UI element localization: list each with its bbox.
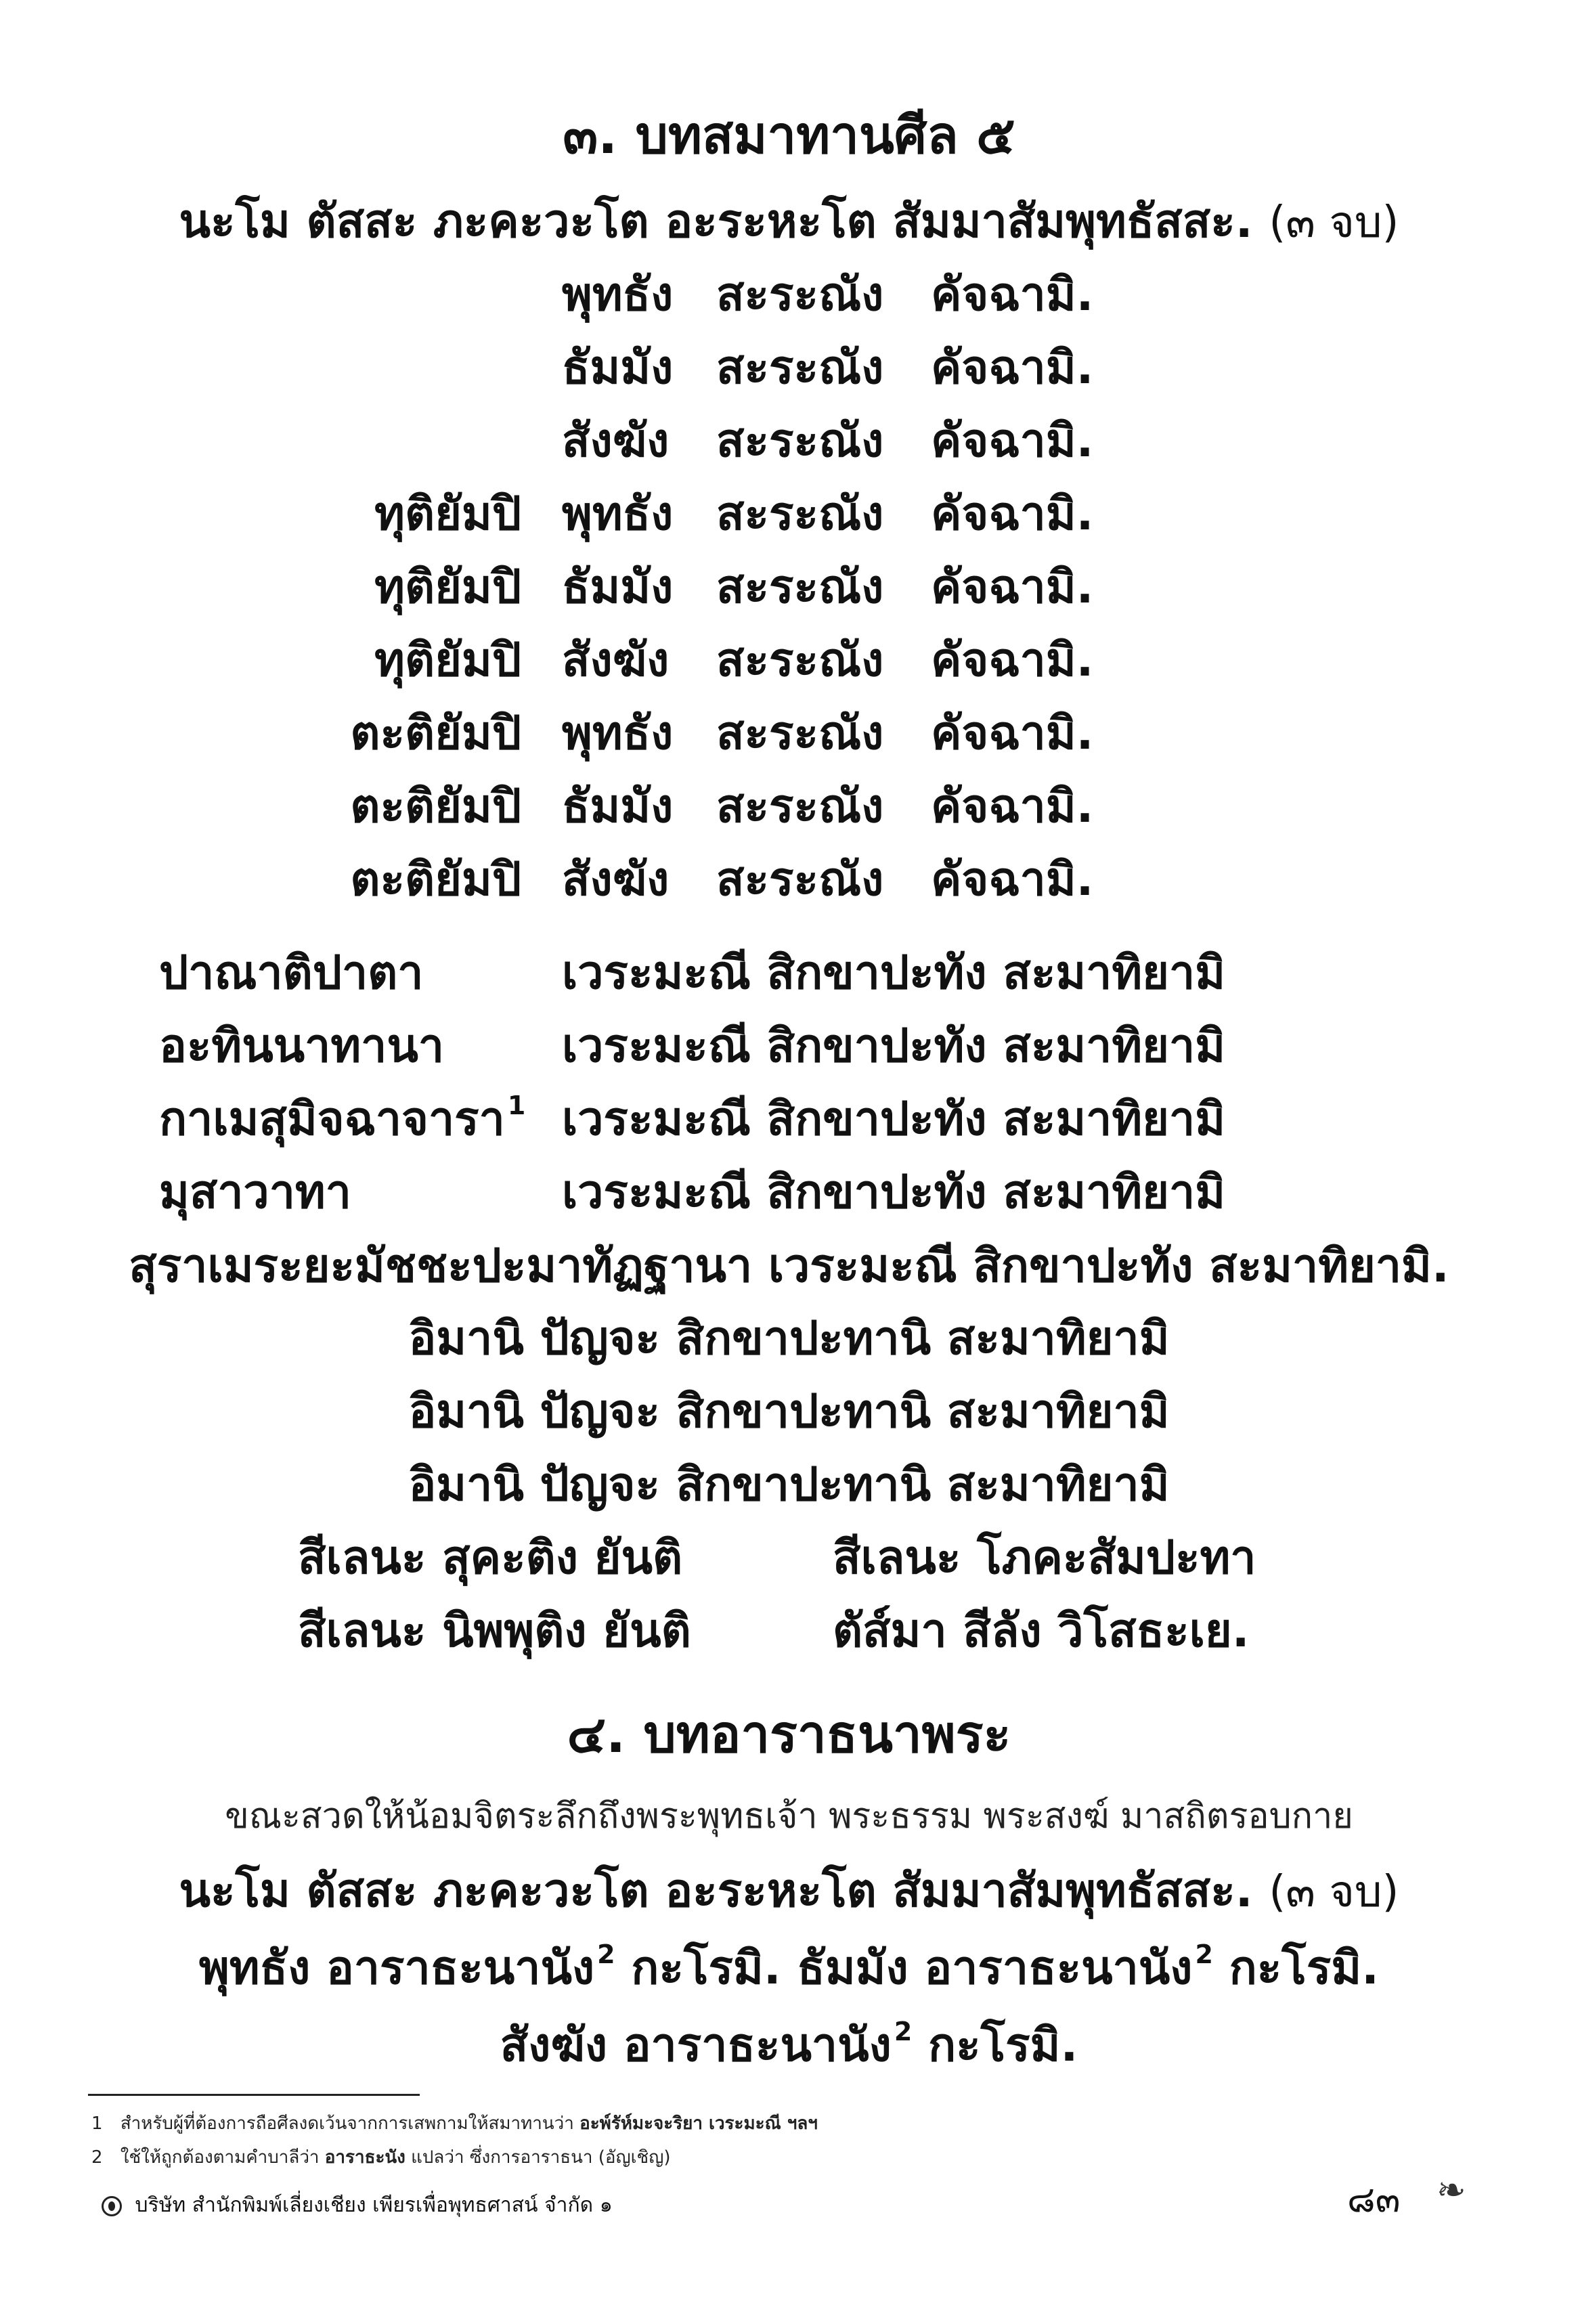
refuge-end: คัจฉามิ. bbox=[931, 780, 1094, 833]
invitation-buddha: พุทธัง อาราธะนานัง bbox=[198, 1942, 595, 1995]
refuge-word: สะระณัง bbox=[716, 414, 884, 468]
refuge-end: คัจฉามิ. bbox=[931, 487, 1094, 541]
namo-repeat-note: (๓ จบ) bbox=[1269, 198, 1399, 248]
imani-line: อิมานิ ปัญจะ สิกขาปะทานิ สะมาทิยามิ bbox=[408, 1385, 1170, 1439]
refuge-end: คัจฉามิ. bbox=[931, 634, 1094, 687]
decorative-flourish-icon: ❧ bbox=[1437, 2170, 1466, 2211]
footnote-number: 1 bbox=[91, 2113, 103, 2134]
refuge-end: คัจฉามิ. bbox=[931, 707, 1094, 760]
refuge-gem: พุทธัง bbox=[562, 268, 674, 322]
precept-head bbox=[159, 936, 423, 1009]
precept-head-text: อะทินนาทานา bbox=[159, 1020, 445, 1073]
precept-head bbox=[159, 1155, 351, 1228]
publisher-logo-icon bbox=[102, 2196, 122, 2216]
footnote-ref: 1 bbox=[507, 1091, 526, 1120]
refuge-gem: สังฆัง bbox=[562, 414, 670, 468]
refuge-word: สะระณัง bbox=[716, 707, 884, 760]
footnote-bold-term: อาราธะนัง bbox=[324, 2147, 406, 2168]
refuge-gem: ธัมมัง bbox=[562, 561, 674, 614]
refuge-end: คัจฉามิ. bbox=[931, 414, 1094, 468]
silena-left: สีเลนะ สุคะติง ยันติ bbox=[298, 1531, 683, 1585]
publisher-line bbox=[102, 2189, 613, 2221]
footnote-2 bbox=[91, 2143, 671, 2171]
refuge-word: สะระณัง bbox=[716, 634, 884, 687]
refuge-word: สะระณัง bbox=[716, 487, 884, 541]
invitation-line-2 bbox=[0, 2008, 1578, 2081]
footnote-number: 2 bbox=[91, 2147, 103, 2168]
namo-line bbox=[0, 184, 1578, 257]
refuge-gem: พุทธัง bbox=[562, 487, 674, 541]
refuge-word: สะระณัง bbox=[716, 780, 884, 833]
refuge-gem: พุทธัง bbox=[562, 707, 674, 760]
refuge-word: สะระณัง bbox=[716, 268, 884, 322]
invitation-sangha: สังฆัง อาราธะนานัง bbox=[500, 2019, 892, 2072]
refuge-word: สะระณัง bbox=[716, 341, 884, 395]
precept-rest: เวระมะณี สิกขาปะทัง สะมาทิยามิ bbox=[562, 1093, 1226, 1146]
footnote-1 bbox=[91, 2109, 818, 2137]
precept-rest: เวระมะณี สิกขาปะทัง สะมาทิยามิ bbox=[562, 946, 1226, 1000]
footnote-divider bbox=[88, 2094, 420, 2096]
footnote-text: สำหรับผู้ที่ต้องการถือศีลงดเว้นจากการเสพกามให้สมาทานว่า bbox=[120, 2113, 580, 2134]
section4-intro: ขณะสวดให้น้อมจิตระลึกถึงพระพุทธเจ้า พระธรรม พระสงฆ์ มาสถิตรอบกาย bbox=[225, 1796, 1353, 1837]
publisher-mark: ๑ bbox=[599, 2193, 613, 2217]
namo-text-2: นะโม ตัสสะ ภะคะวะโต อะระหะโต สัมมาสัมพุทธัสสะ. bbox=[179, 1864, 1253, 1918]
silena-right: สีเลนะ โภคะสัมปะทา bbox=[833, 1531, 1256, 1585]
invitation-end: กะโรมิ. bbox=[1212, 1942, 1380, 1995]
precept-head bbox=[159, 1009, 444, 1082]
imani-line: อิมานิ ปัญจะ สิกขาปะทานิ สะมาทิยามิ bbox=[408, 1458, 1170, 1512]
page-number: ๘๓ bbox=[1347, 2178, 1401, 2220]
refuge-gem: สังฆัง bbox=[562, 853, 670, 906]
namo-repeat-note-2: (๓ จบ) bbox=[1269, 1867, 1399, 1917]
footnote-bold-term: อะพ์รัห์มะจะริยา เวระมะณี ฯลฯ bbox=[579, 2113, 818, 2134]
refuge-gem: ธัมมัง bbox=[562, 341, 674, 395]
silena-left: สีเลนะ นิพพุติง ยันติ bbox=[298, 1604, 691, 1658]
namo-line-2 bbox=[0, 1854, 1578, 1927]
precept-head-text: กาเมสุมิจฉาจารา bbox=[159, 1093, 505, 1146]
refuge-end: คัจฉามิ. bbox=[931, 853, 1094, 906]
fifth-precept: สุราเมระยะมัชชะปะมาทัฏฐานา เวระมะณี สิกขาปะทัง สะมาทิยามิ. bbox=[129, 1240, 1449, 1293]
section3-title: ๓. บทสมาทานศีล ๕ bbox=[563, 105, 1015, 165]
refuge-prefix: ทุติยัมปิ bbox=[374, 634, 521, 687]
precept-head-text: ปาณาติปาตา bbox=[159, 946, 424, 1000]
footnote-text-after: แปลว่า ซึ่งการอาราธนา (อัญเชิญ) bbox=[405, 2147, 671, 2168]
invitation-end: กะโรมิ. bbox=[912, 2019, 1078, 2072]
refuge-gem: ธัมมัง bbox=[562, 780, 674, 833]
invitation-line-1 bbox=[0, 1931, 1578, 2004]
refuge-end: คัจฉามิ. bbox=[931, 268, 1094, 322]
imani-line: อิมานิ ปัญจะ สิกขาปะทานิ สะมาทิยามิ bbox=[408, 1312, 1170, 1365]
silena-right: ตัส์มา สีลัง วิโสธะเย. bbox=[833, 1604, 1250, 1658]
refuge-word: สะระณัง bbox=[716, 853, 884, 906]
refuge-prefix: ทุติยัมปิ bbox=[374, 561, 521, 614]
precept-head-text: มุสาวาทา bbox=[159, 1166, 351, 1219]
section4-title: ๔. บทอาราธนาพระ bbox=[567, 1704, 1011, 1764]
refuge-prefix: ตะติยัมปิ bbox=[350, 707, 521, 760]
namo-text: นะโม ตัสสะ ภะคะวะโต อะระหะโต สัมมาสัมพุทธัสสะ. bbox=[179, 195, 1253, 248]
precept-rest: เวระมะณี สิกขาปะทัง สะมาทิยามิ bbox=[562, 1166, 1226, 1219]
refuge-gem: สังฆัง bbox=[562, 634, 670, 687]
invitation-dhamma: กะโรมิ. ธัมมัง อาราธะนานัง bbox=[615, 1942, 1193, 1995]
publisher-name: บริษัท สำนักพิมพ์เลี่ยงเชียง เพียรเพื่อพุทธศาสน์ จำกัด bbox=[135, 2193, 594, 2217]
precept-rest: เวระมะณี สิกขาปะทัง สะมาทิยามิ bbox=[562, 1020, 1226, 1073]
footnote-text: ใช้ให้ถูกต้องตามคำบาลีว่า bbox=[120, 2147, 325, 2168]
refuge-word: สะระณัง bbox=[716, 561, 884, 614]
refuge-prefix: ทุติยัมปิ bbox=[374, 487, 521, 541]
footnote-ref: 2 bbox=[894, 2017, 913, 2046]
refuge-prefix: ตะติยัมปิ bbox=[350, 853, 521, 906]
refuge-end: คัจฉามิ. bbox=[931, 341, 1094, 395]
precept-head bbox=[159, 1082, 525, 1155]
refuge-end: คัจฉามิ. bbox=[931, 561, 1094, 614]
footnote-ref: 2 bbox=[597, 1939, 615, 1969]
refuge-prefix: ตะติยัมปิ bbox=[350, 780, 521, 833]
footnote-ref: 2 bbox=[1195, 1939, 1213, 1969]
